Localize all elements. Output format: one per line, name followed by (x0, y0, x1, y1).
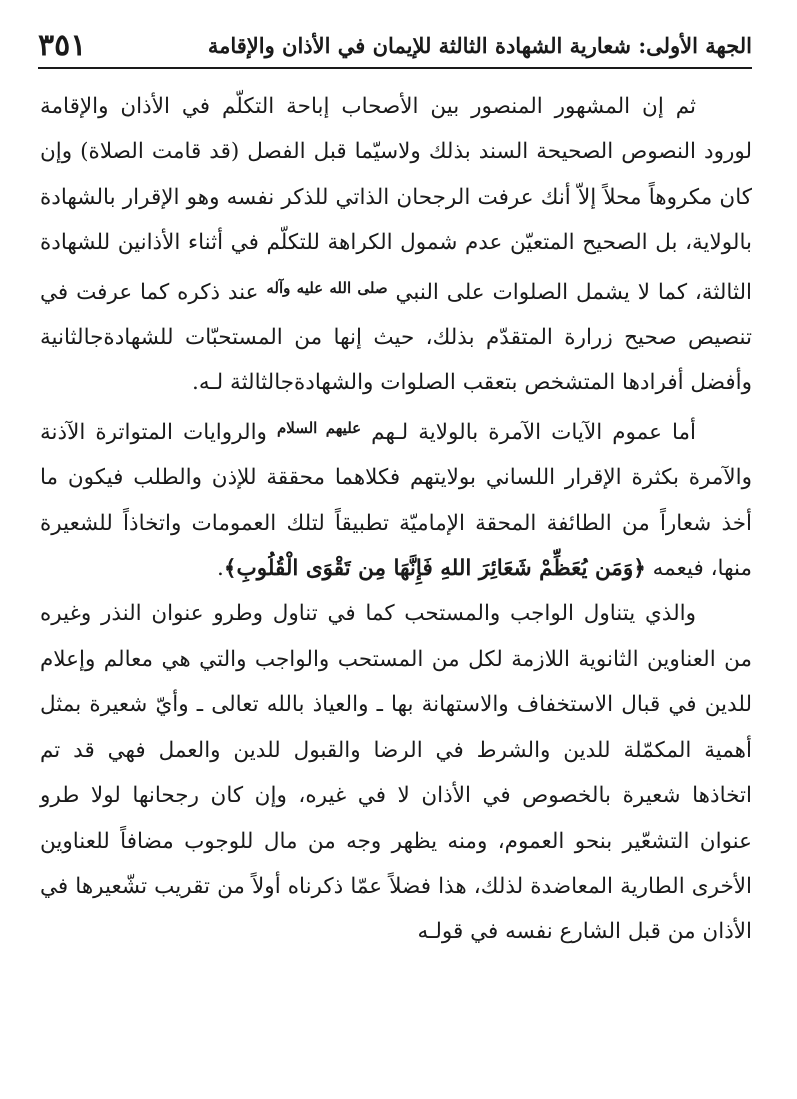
page-body (40, 84, 752, 955)
paragraph-1-text-continued: عند ذكره كما عرفت في تنصيص صحيح زرارة المتقدّم بذلك، حيث إنها من المستحبّات للشهادةجالثانية وأفضل أفرادها المتشخص بتعقب الصلوات والشهادةجالثالثة لـه. (40, 279, 752, 396)
paragraph-2-text-continued: والروايات المتواترة الآذنة والآمرة بكثرة الإقرار اللساني بولايتهم فكلاهما محققة للإذن والطلب فيكون ما أخذ شعاراً من الطائفة المحقة الإماميّة تطبيقاً لتلك العمومات واتخاذاً للشعيرة منها، فيعمه (40, 419, 752, 582)
page-header (38, 20, 752, 70)
paragraph-1-text: ثم إن المشهور المنصور بين الأصحاب إباحة التكلّم في الأذان والإقامة لورود النصوص الصحيحة السند بذلك ولاسيّما قبل الفصل (قد قامت الصلاة) وإن كان مكروهاً محلاً إلاّ أنك عرفت الرجحان الذاتي للذكر نفسه وهو الإقرار بالشهادة بالولاية، بل الصحيح المتعيّن عدم شمول الكراهة للتكلّم في أثناء الأذانين للشهادة الثالثة، كما لا يشمل الصلوات على النبي (40, 94, 752, 305)
paragraph-1 (40, 84, 752, 406)
paragraph-2 (40, 406, 752, 592)
paragraph-3-text: والذي يتناول الواجب والمستحب كما في تناول وطرو عنوان النذر وغيره من العناوين الثانوية اللازمة لكل من المستحب والواجب والتي هي معالم وإعلام للدين في قبال الاستخفاف والاستهانة بها ـ والعياذ بالله تعالى ـ وأيّ شعيرة بمثل أهمية المكمّلة للدين والشرط في الرضا والقبول للدين والعمل فهي قد تم اتخاذها شعيرة بالخصوص في الأذان لا في غيره، وإن كان رجحانها لولا طرو عنوان التشعّير بنحو العموم، ومنه يظهر وجه من مال للوجوب مضافاً للعناوين الأخرى الطارية المعاضدة لذلك، هذا فضلاً عمّا ذكرناه أولاً من تقريب تشّعيرها في الأذان من قبل الشارع نفسه في قولـه (40, 601, 752, 945)
quran-verse: ﴿وَمَن يُعَظِّمْ شَعَائِرَ اللهِ فَإِنَّهَا مِن تَقْوَى الْقُلُوبِ﴾ (223, 556, 646, 582)
running-title: الجهة الأولى: شعارية الشهادة الثالثة للإيمان في الأذان والإقامة (207, 32, 752, 58)
paragraph-2-end: . (217, 556, 224, 582)
page-number: ٣٥١ (38, 27, 87, 63)
honorific-symbol: عليهم السلام (276, 418, 362, 437)
honorific-symbol: صلى الله عليه وآله (266, 278, 388, 297)
paragraph-3 (40, 591, 752, 954)
paragraph-2-text: أما عموم الآيات الآمرة بالولاية لـهم (371, 419, 696, 445)
header-divider (38, 67, 752, 69)
